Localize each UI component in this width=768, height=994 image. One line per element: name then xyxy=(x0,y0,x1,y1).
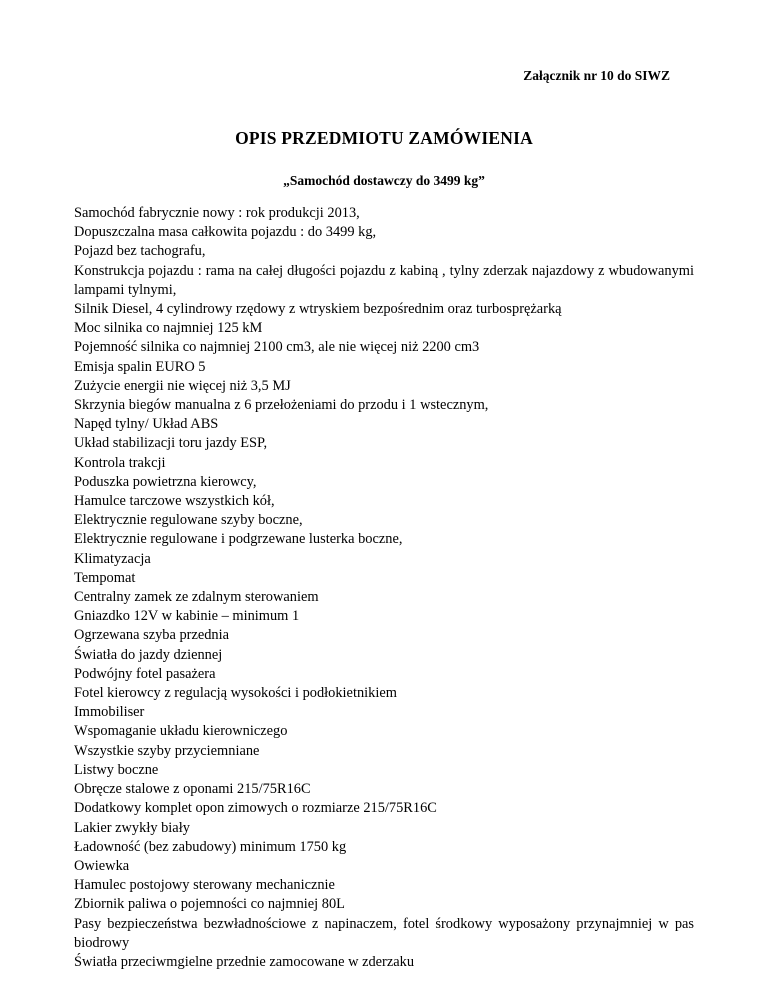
requirement-line: Dopuszczalna masa całkowita pojazdu : do 3499 kg, xyxy=(74,224,377,241)
requirement-line: Pojazd bez tachografu, xyxy=(74,243,206,260)
requirement-line: Centralny zamek ze zdalnym sterowaniem xyxy=(74,589,319,606)
requirement-line: Samochód fabrycznie nowy : rok produkcji 2013, xyxy=(74,205,360,221)
requirement-line: Podwójny fotel pasażera xyxy=(74,665,216,682)
requirement-line: Elektrycznie regulowane szyby boczne, xyxy=(74,512,303,529)
requirements-list xyxy=(74,204,694,972)
requirement-line: Wszystkie szyby przyciemniane xyxy=(74,742,260,759)
requirement-line: Skrzynia biegów manualna z 6 przełożeniami do przodu i 1 wstecznym, xyxy=(74,397,489,414)
requirement-line: Klimatyzacja xyxy=(74,550,151,567)
requirement-line: Układ stabilizacji toru jazdy ESP, xyxy=(74,435,268,452)
requirement-line: Owiewka xyxy=(74,857,130,874)
requirement-line: Hamulce tarczowe wszystkich kół, xyxy=(74,493,275,510)
requirement-line: Światła przeciwmgielne przednie zamocowane w zderzaku xyxy=(74,953,415,970)
requirement-line: Tempomat xyxy=(74,569,136,586)
requirement-line: Pasy bezpieczeństwa bezwładnościowe z napinaczem, fotel środkowy wyposażony przynajmniej w pas biodrowy xyxy=(74,915,694,951)
requirement-line: Ładowność (bez zabudowy) minimum 1750 kg xyxy=(74,838,347,855)
requirement-line: Poduszka powietrzna kierowcy, xyxy=(74,473,257,490)
requirement-line: Emisja spalin EURO 5 xyxy=(74,358,206,375)
requirement-line: Hamulec postojowy sterowany mechanicznie xyxy=(74,877,335,894)
requirement-line: Zużycie energii nie więcej niż 3,5 MJ xyxy=(74,377,291,394)
requirement-line: Wspomaganie układu kierowniczego xyxy=(74,723,288,740)
requirement-line: Gniazdko 12V w kabinie – minimum 1 xyxy=(74,608,300,625)
requirement-line: Obręcze stalowe z oponami 215/75R16C xyxy=(74,781,311,798)
requirement-line: Fotel kierowcy z regulacją wysokości i podłokietnikiem xyxy=(74,685,397,702)
requirement-line: Konstrukcja pojazdu : rama na całej długości pojazdu z kabiną , tylny zderzak najazdowy z wbudowanymi lampami tylnymi, xyxy=(74,262,694,298)
requirement-line: Ogrzewana szyba przednia xyxy=(74,627,230,644)
requirement-line: Silnik Diesel, 4 cylindrowy rzędowy z wtryskiem bezpośrednim oraz turbosprężarką xyxy=(74,301,562,318)
requirement-line: Immobiliser xyxy=(74,704,145,721)
requirement-line: Moc silnika co najmniej 125 kM xyxy=(74,320,263,337)
document-title: OPIS PRZEDMIOTU ZAMÓWIENIA xyxy=(235,128,533,148)
requirement-line: Dodatkowy komplet opon zimowych o rozmiarze 215/75R16C xyxy=(74,800,437,817)
annex-label: Załącznik nr 10 do SIWZ xyxy=(523,68,670,83)
document-subtitle: „Samochód dostawczy do 3499 kg” xyxy=(283,173,485,188)
requirement-line: Zbiornik paliwa o pojemności co najmniej 80L xyxy=(74,896,345,913)
requirement-line: Pojemność silnika co najmniej 2100 cm3, ale nie więcej niż 2200 cm3 xyxy=(74,339,480,356)
requirement-line: Światła do jazdy dziennej xyxy=(74,646,223,663)
requirement-line: Listwy boczne xyxy=(74,761,159,778)
requirement-line: Kontrola trakcji xyxy=(74,454,166,471)
requirement-line: Lakier zwykły biały xyxy=(74,819,190,836)
requirement-line: Napęd tylny/ Układ ABS xyxy=(74,416,219,433)
requirement-line: Elektrycznie regulowane i podgrzewane lusterka boczne, xyxy=(74,531,403,548)
